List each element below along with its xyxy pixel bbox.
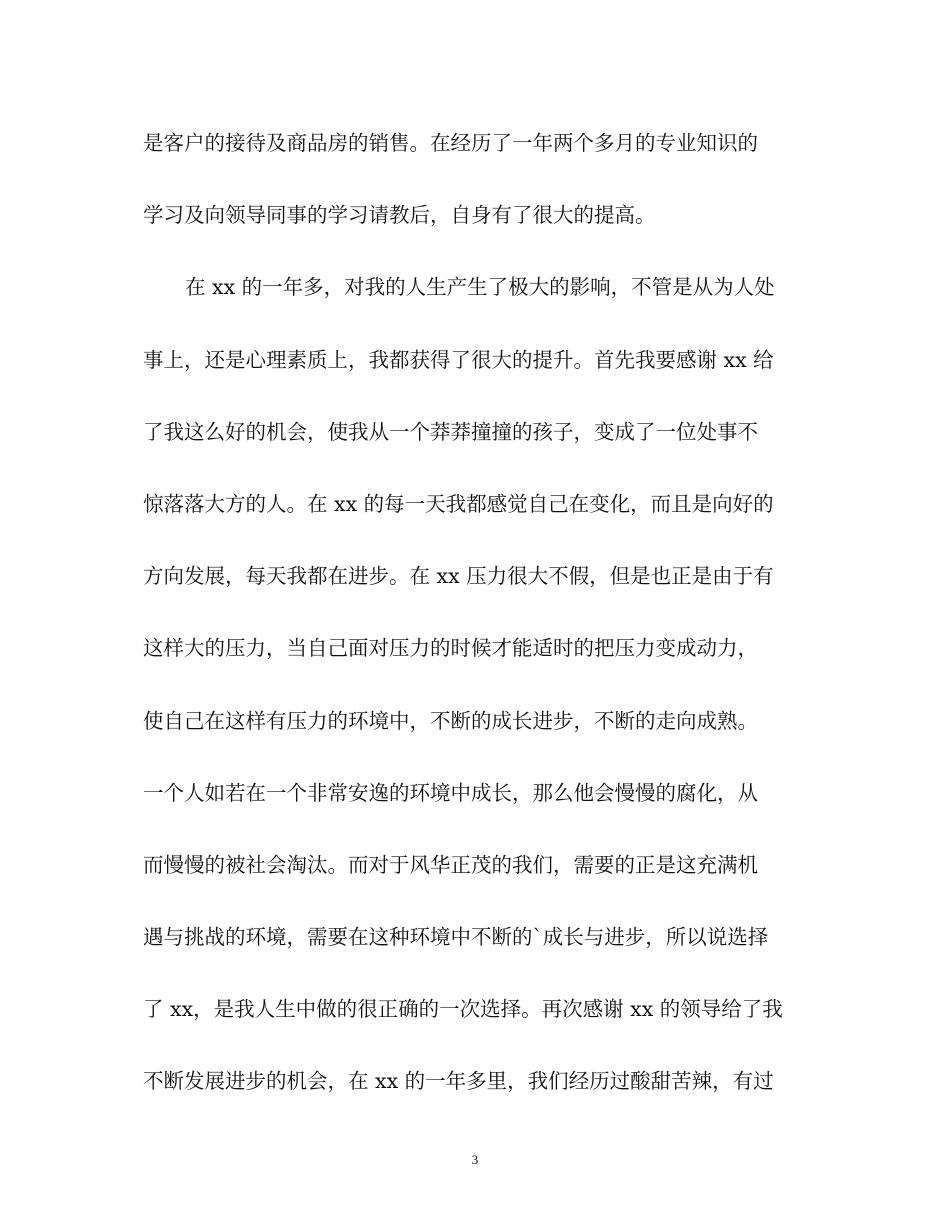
text-line: 了 xx，是我人生中做的很正确的一次选择。再次感谢 xx 的领导给了我 — [143, 997, 783, 1022]
paragraph-first-line: 在 xx 的一年多，对我的人生产生了极大的影响，不管是从为人处 — [185, 275, 775, 300]
text-line: 这样大的压力，当自己面对压力的时候才能适时的把压力变成动力， — [143, 636, 758, 661]
text-line: 不断发展进步的机会，在 xx 的一年多里，我们经历过酸甜苦辣，有过 — [143, 1069, 774, 1094]
body-text — [143, 123, 807, 1134]
text-line: 方向发展，每天我都在进步。在 xx 压力很大不假，但是也正是由于有 — [143, 564, 774, 589]
text-line: 一个人如若在一个非常安逸的环境中成长，那么他会慢慢的腐化，从 — [143, 780, 758, 805]
text-line: 而慢慢的被社会淘汰。而对于风华正茂的我们，需要的正是这充满机 — [143, 852, 758, 877]
text-line: 惊落落大方的人。在 xx 的每一天我都感觉自己在变化，而且是向好的 — [143, 491, 774, 516]
text-line: 遇与挑战的环境，需要在这种环境中不断的`成长与进步，所以说选择 — [143, 925, 769, 950]
text-line: 学习及向领导同事的学习请教后，自身有了很大的提高。 — [143, 203, 656, 228]
page-number: 3 — [471, 1152, 479, 1167]
text-line: 是客户的接待及商品房的销售。在经历了一年两个多月的专业知识的 — [143, 131, 758, 155]
text-line: 事上，还是心理素质上，我都获得了很大的提升。首先我要感谢 xx 给 — [143, 347, 774, 372]
text-line: 了我这么好的机会，使我从一个莽莽撞撞的孩子，变成了一位处事不 — [143, 419, 758, 444]
text-line: 使自己在这样有压力的环境中，不断的成长进步，不断的走向成熟。 — [143, 708, 758, 733]
